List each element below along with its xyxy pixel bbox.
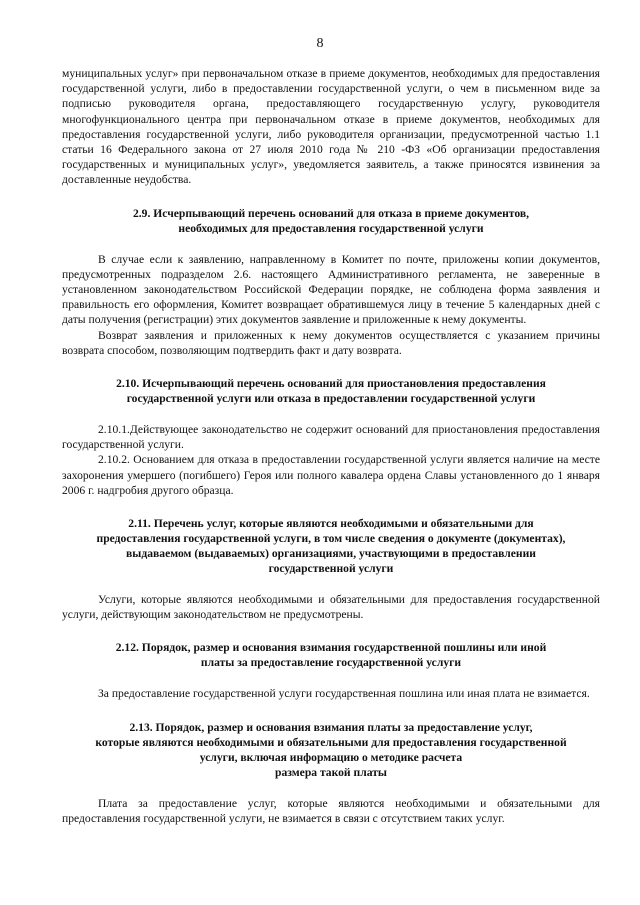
section-2-10-paragraph: 2.10.2. Основанием для отказа в предоставлении государственной услуги является наличие на месте захоронения умершего (погибшего) Героя или полного кавалера ордена Славы установленного до 1 января 2006 г. надгробия другого образца. xyxy=(62,453,600,497)
heading-line: 2.11. Перечень услуг, которые являются необходимыми и обязательными для xyxy=(128,517,534,531)
heading-line: размера такой платы xyxy=(275,765,387,779)
heading-line: предоставления государственной услуги, в том числе сведения о документе (документах), xyxy=(96,532,566,546)
section-2-13-heading xyxy=(62,720,600,780)
heading-line: платы за предоставление государственной услуги xyxy=(200,656,462,670)
heading-line: 2.13. Порядок, размер и основания взимания платы за предоставление услуг, xyxy=(129,720,533,734)
section-2-13-paragraph: Плата за предоставление услуг, которые являются необходимыми и обязательными для предоставления государственной услуги, не взимается в связи с отсутствием таких услуг. xyxy=(62,796,600,825)
section-2-9-heading xyxy=(62,206,600,236)
heading-line: 2.9. Исчерпывающий перечень оснований для отказа в приеме документов, xyxy=(132,206,530,220)
heading-line: государственной услуги xyxy=(268,562,394,576)
heading-line: услуги, включая информацию о методике расчета xyxy=(199,750,463,764)
section-2-12-paragraph: За предоставление государственной услуги государственная пошлина или иная плата не взимается. xyxy=(98,687,590,701)
section-2-11-heading xyxy=(62,516,600,576)
section-2-10-heading xyxy=(62,376,600,406)
section-2-11-paragraph: Услуги, которые являются необходимыми и обязательными для предоставления государственной услуги, действующим законодательством не предусмотрены. xyxy=(62,593,600,622)
heading-line: которые являются необходимыми и обязательными для предоставления государственной xyxy=(95,735,567,749)
heading-line: выдаваемом (выдаваемых) организациями, участвующими в предоставлении xyxy=(126,547,536,561)
section-2-10-paragraph: 2.10.1.Действующее законодательство не содержит оснований для приостановления предоставления государственной услуги. xyxy=(62,423,600,452)
section-2-9-paragraph: В случае если к заявлению, направленному в Комитет по почте, приложены копии документов, предусмотренных подразделом 2.6. настоящего Административного регламента, не заверенные в установленном законодательством Российской Федерации порядке, не соблюдена форма заявления и правильность его оформления, Комитет возвращает обратившемуся лицу в течение 5 календарных дней с даты получения (регистрации) этих документов заявление и приложенные к нему документы. xyxy=(62,252,600,327)
heading-line: 2.12. Порядок, размер и основания взимания государственной пошлины или иной xyxy=(115,641,547,655)
intro-paragraph: муниципальных услуг» при первоначальном отказе в приеме документов, необходимых для предоставления государственной услуги, либо в предоставлении государственной услуги, о чем в письменном виде за подписью руководителя органа, предоставляющего государственную услугу, руководителя многофункционального центра при первоначальном отказе в приеме документов, необходимых для предоставления государственной услуги, либо руководителя организации, предусмотренной частью 1.1 статьи 16 Федерального закона от 27 июля 2010 года № 210 -ФЗ «Об организации предоставления государственных и муниципальных услуг», уведомляется заявитель, а также приносятся извинения за доставленные неудобства. xyxy=(62,67,600,187)
heading-line: государственной услуги или отказа в предоставлении государственной услуги xyxy=(126,392,536,406)
section-2-9-paragraph: Возврат заявления и приложенных к нему документов осуществляется с указанием причины возврата способом, позволяющим подтвердить факт и дату возврата. xyxy=(62,328,600,357)
heading-line: 2.10. Исчерпывающий перечень оснований для приостановления предоставления xyxy=(116,377,546,391)
page-number: 8 xyxy=(316,36,324,51)
heading-line: необходимых для предоставления государственной услуги xyxy=(178,221,484,235)
page-content xyxy=(62,66,600,826)
section-2-12-heading xyxy=(62,640,600,670)
